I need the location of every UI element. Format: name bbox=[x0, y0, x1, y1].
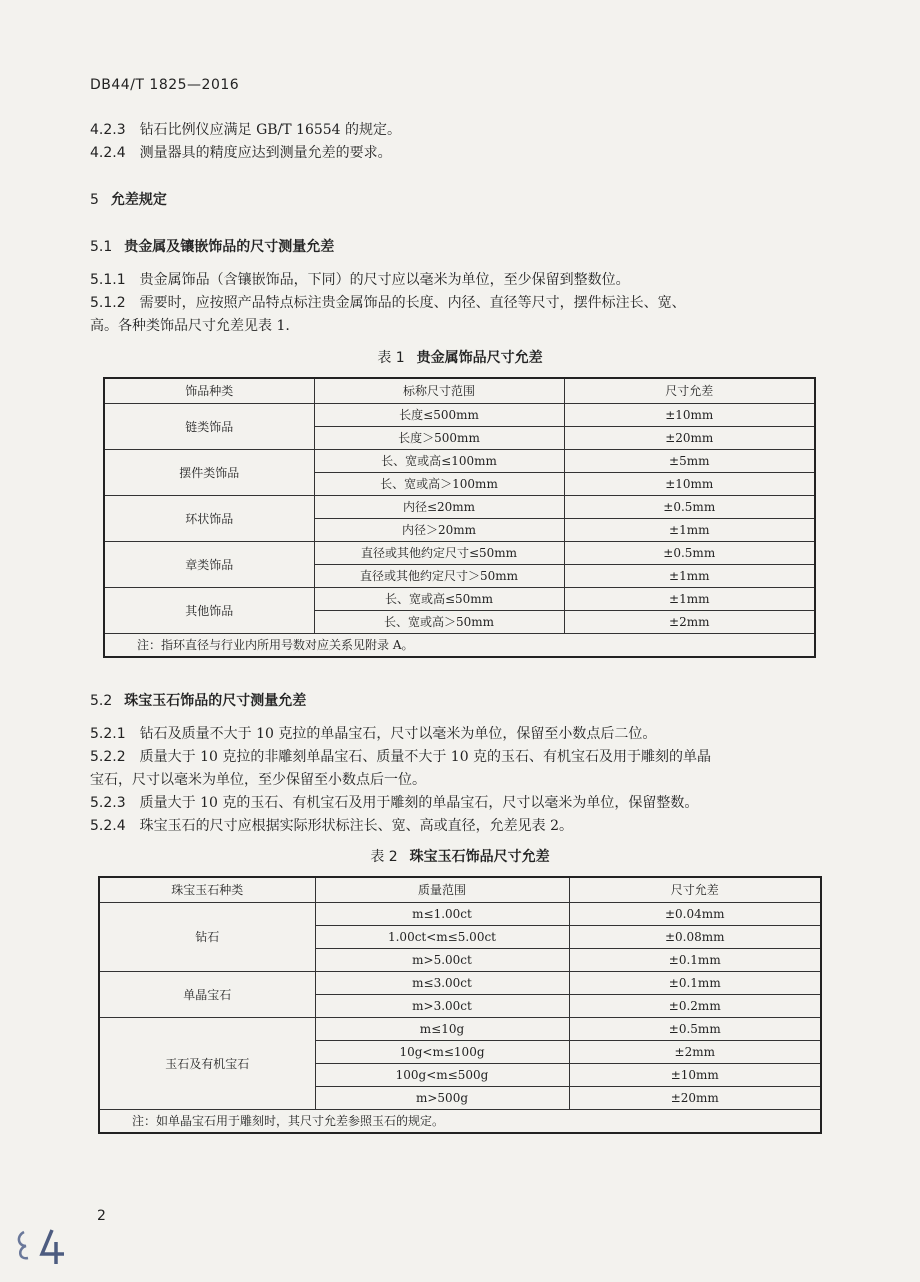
range-cell: 长、宽或高＞50mm bbox=[314, 611, 564, 634]
table-row bbox=[104, 404, 815, 427]
clause-5-2-3 bbox=[90, 793, 830, 813]
range-cell: m≤1.00ct bbox=[315, 903, 569, 926]
range-cell: m≤3.00ct bbox=[315, 972, 569, 995]
tolerance-cell: ±0.04mm bbox=[569, 903, 821, 926]
section-title: 贵金属及镶嵌饰品的尺寸测量允差 bbox=[124, 239, 335, 255]
clause-text: 质量大于 10 克的玉石、有机宝石及用于雕刻的单晶宝石，尺寸以毫米为单位，保留整数。 bbox=[139, 795, 699, 811]
clause-text: 测量器具的精度应达到测量允差的要求。 bbox=[139, 145, 392, 161]
section-5-heading bbox=[90, 190, 830, 210]
table-row bbox=[99, 1018, 821, 1041]
clause-number: 5.2.2 bbox=[90, 749, 126, 765]
range-cell: m>5.00ct bbox=[315, 949, 569, 972]
tolerance-cell: ±0.5mm bbox=[564, 542, 815, 565]
range-cell: 长度＞500mm bbox=[314, 427, 564, 450]
clause-text: 贵金属饰品（含镶嵌饰品，下同）的尺寸应以毫米为单位，至少保留到整数位。 bbox=[139, 272, 630, 288]
tolerance-cell: ±0.5mm bbox=[564, 496, 815, 519]
category-cell: 环状饰品 bbox=[104, 496, 314, 542]
tolerance-cell: ±10mm bbox=[569, 1064, 821, 1087]
category-cell: 钻石 bbox=[99, 903, 315, 972]
column-header: 珠宝玉石种类 bbox=[99, 877, 315, 903]
tolerance-cell: ±1mm bbox=[564, 588, 815, 611]
clause-5-2-2 bbox=[90, 747, 830, 767]
column-header: 尺寸允差 bbox=[564, 378, 815, 404]
table-header-row bbox=[104, 378, 815, 404]
range-cell: 直径或其他约定尺寸≤50mm bbox=[314, 542, 564, 565]
range-cell: 内径≤20mm bbox=[314, 496, 564, 519]
category-cell: 单晶宝石 bbox=[99, 972, 315, 1018]
clause-number: 5.1.1 bbox=[90, 272, 126, 288]
page-number: 2 bbox=[97, 1208, 106, 1224]
clause-text: 钻石比例仪应满足 GB/T 16554 的规定。 bbox=[139, 122, 402, 138]
section-number: 5.1 bbox=[90, 239, 113, 255]
clause-number: 5.1.2 bbox=[90, 295, 126, 311]
tolerance-cell: ±0.08mm bbox=[569, 926, 821, 949]
tolerance-cell: ±10mm bbox=[564, 404, 815, 427]
section-number: 5.2 bbox=[90, 693, 113, 709]
table-row bbox=[104, 450, 815, 473]
table2-gemstone-tolerance bbox=[98, 876, 822, 1134]
category-cell: 链类饰品 bbox=[104, 404, 314, 450]
table2-caption bbox=[0, 846, 920, 866]
table-row bbox=[99, 972, 821, 995]
clause-5-1-2-continuation: 高。各种类饰品尺寸允差见表 1. bbox=[90, 318, 290, 334]
tolerance-cell: ±0.2mm bbox=[569, 995, 821, 1018]
table-title: 珠宝玉石饰品尺寸允差 bbox=[409, 849, 550, 865]
clause-4-2-3 bbox=[90, 120, 830, 140]
tolerance-cell: ±1mm bbox=[564, 565, 815, 588]
tolerance-cell: ±10mm bbox=[564, 473, 815, 496]
tolerance-cell: ±2mm bbox=[569, 1041, 821, 1064]
table-note-row bbox=[104, 634, 815, 658]
column-header: 质量范围 bbox=[315, 877, 569, 903]
tolerance-cell: ±5mm bbox=[564, 450, 815, 473]
category-cell: 玉石及有机宝石 bbox=[99, 1018, 315, 1110]
clause-text: 钻石及质量不大于 10 克拉的单晶宝石，尺寸以毫米为单位，保留至小数点后二位。 bbox=[139, 726, 657, 742]
clause-5-1-1 bbox=[90, 270, 830, 290]
section-5-2-heading bbox=[90, 691, 830, 711]
clause-number: 4.2.3 bbox=[90, 122, 126, 138]
clause-5-2-1 bbox=[90, 724, 830, 744]
document-id: DB44/T 1825—2016 bbox=[90, 77, 240, 93]
category-cell: 章类饰品 bbox=[104, 542, 314, 588]
table-row bbox=[104, 496, 815, 519]
tolerance-cell: ±1mm bbox=[564, 519, 815, 542]
range-cell: m≤10g bbox=[315, 1018, 569, 1041]
range-cell: 长、宽或高＞100mm bbox=[314, 473, 564, 496]
table-note-row bbox=[99, 1110, 821, 1134]
clause-5-2-4 bbox=[90, 816, 830, 836]
range-cell: 长度≤500mm bbox=[314, 404, 564, 427]
clause-text: 质量大于 10 克拉的非雕刻单晶宝石、质量不大于 10 克的玉石、有机宝石及用于雕刻的单晶 bbox=[139, 749, 712, 765]
handwritten-mark-icon bbox=[14, 1224, 70, 1268]
category-cell: 其他饰品 bbox=[104, 588, 314, 634]
table-note: 注：指环直径与行业内所用号数对应关系见附录 A。 bbox=[104, 634, 815, 658]
section-title: 允差规定 bbox=[110, 192, 167, 208]
category-cell: 摆件类饰品 bbox=[104, 450, 314, 496]
column-header: 标称尺寸范围 bbox=[314, 378, 564, 404]
table-row bbox=[99, 903, 821, 926]
clause-5-2-2-continuation: 宝石，尺寸以毫米为单位，至少保留至小数点后一位。 bbox=[90, 772, 426, 788]
range-cell: 长、宽或高≤50mm bbox=[314, 588, 564, 611]
table-row bbox=[104, 542, 815, 565]
tolerance-cell: ±20mm bbox=[569, 1087, 821, 1110]
tolerance-cell: ±20mm bbox=[564, 427, 815, 450]
tolerance-cell: ±2mm bbox=[564, 611, 815, 634]
table-note: 注：如单晶宝石用于雕刻时，其尺寸允差参照玉石的规定。 bbox=[99, 1110, 821, 1134]
column-header: 饰品种类 bbox=[104, 378, 314, 404]
range-cell: m>3.00ct bbox=[315, 995, 569, 1018]
clause-number: 4.2.4 bbox=[90, 145, 126, 161]
tolerance-cell: ±0.1mm bbox=[569, 949, 821, 972]
handwritten-mark bbox=[14, 1224, 70, 1277]
clause-5-1-2 bbox=[90, 293, 830, 313]
tolerance-cell: ±0.5mm bbox=[569, 1018, 821, 1041]
section-number: 5 bbox=[90, 192, 99, 208]
range-cell: 直径或其他约定尺寸＞50mm bbox=[314, 565, 564, 588]
table1-precious-metal-tolerance bbox=[103, 377, 816, 658]
tolerance-cell: ±0.1mm bbox=[569, 972, 821, 995]
table-title: 贵金属饰品尺寸允差 bbox=[416, 350, 543, 366]
clause-number: 5.2.4 bbox=[90, 818, 126, 834]
clause-number: 5.2.1 bbox=[90, 726, 126, 742]
table-row bbox=[104, 588, 815, 611]
section-5-1-heading bbox=[90, 237, 830, 257]
clause-number: 5.2.3 bbox=[90, 795, 126, 811]
table-number: 表 2 bbox=[370, 849, 398, 865]
range-cell: 1.00ct<m≤5.00ct bbox=[315, 926, 569, 949]
clause-text: 需要时，应按照产品特点标注贵金属饰品的长度、内径、直径等尺寸，摆件标注长、宽、 bbox=[139, 295, 686, 311]
table-number: 表 1 bbox=[377, 350, 405, 366]
clause-4-2-4 bbox=[90, 143, 830, 163]
table1-caption bbox=[0, 347, 920, 367]
table-header-row bbox=[99, 877, 821, 903]
range-cell: 长、宽或高≤100mm bbox=[314, 450, 564, 473]
section-title: 珠宝玉石饰品的尺寸测量允差 bbox=[124, 693, 307, 709]
range-cell: m>500g bbox=[315, 1087, 569, 1110]
range-cell: 内径＞20mm bbox=[314, 519, 564, 542]
range-cell: 10g<m≤100g bbox=[315, 1041, 569, 1064]
clause-text: 珠宝玉石的尺寸应根据实际形状标注长、宽、高或直径，允差见表 2。 bbox=[139, 818, 573, 834]
column-header: 尺寸允差 bbox=[569, 877, 821, 903]
range-cell: 100g<m≤500g bbox=[315, 1064, 569, 1087]
